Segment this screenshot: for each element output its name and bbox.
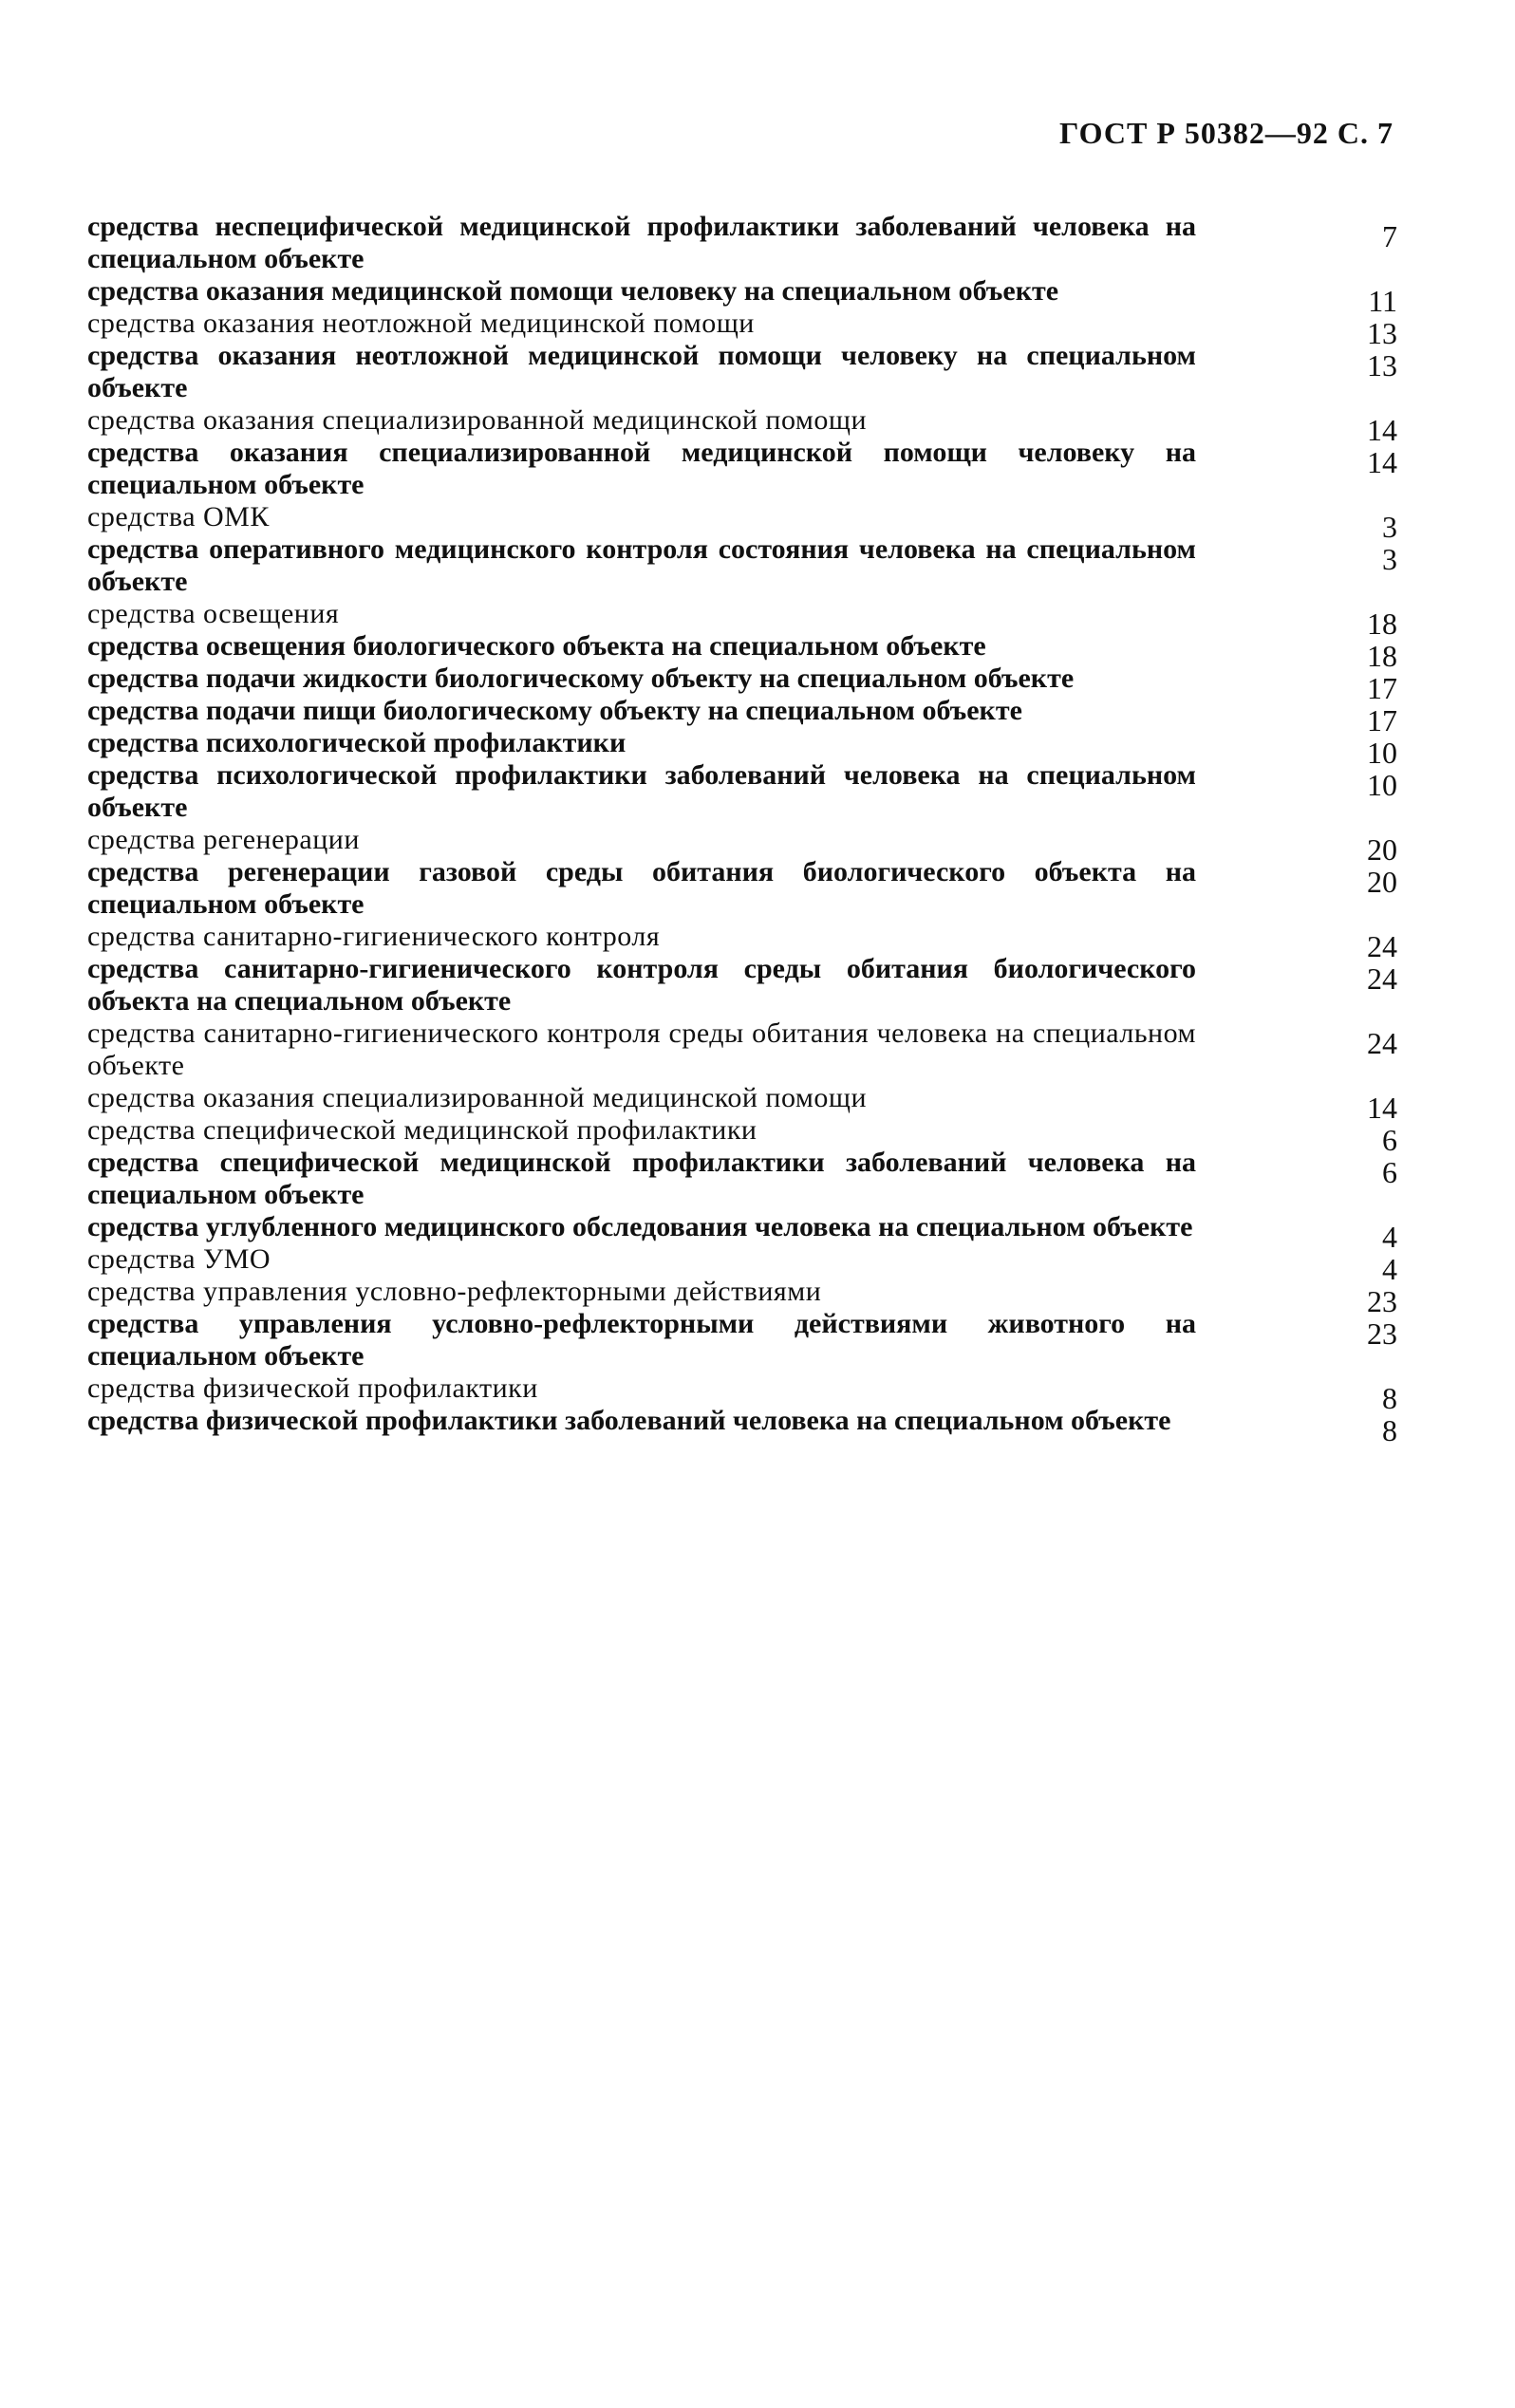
index-entry	[87, 1211, 1397, 1254]
index-term: средства санитарно-гигиенического контроля среды обитания человека на специальном объекте	[87, 1017, 1196, 1081]
index-entry	[87, 856, 1397, 921]
index-term: средства освещения биологического объекта на специальном объекте	[87, 630, 986, 662]
index-entry	[87, 1276, 1397, 1318]
index-page-number: 13	[1367, 316, 1397, 350]
index-page-number: 23	[1367, 1316, 1397, 1351]
index-entry	[87, 1243, 1397, 1286]
index-page-number: 14	[1367, 1091, 1397, 1125]
index-entry	[87, 437, 1397, 501]
index-entry	[87, 501, 1397, 544]
index-term: средства специфической медицинской профилактики заболеваний человека на специальном объекте	[87, 1147, 1196, 1210]
index-entry	[87, 533, 1397, 598]
index-entry	[87, 630, 1397, 673]
index-page-number: 11	[1368, 284, 1397, 318]
index-page-number: 4	[1382, 1252, 1397, 1286]
index-page-number: 10	[1367, 736, 1397, 770]
index-page-number: 24	[1367, 929, 1397, 963]
index-entry	[87, 211, 1397, 275]
index-entry	[87, 1114, 1397, 1157]
index-entry	[87, 1372, 1397, 1415]
index-term: средства оказания специализированной медицинской помощи человеку на специальном объекте	[87, 437, 1196, 500]
index-page-number: 20	[1367, 832, 1397, 867]
index-page-number: 14	[1367, 445, 1397, 479]
index-entry	[87, 663, 1397, 705]
index-entry	[87, 1308, 1397, 1372]
index-entry	[87, 1405, 1397, 1447]
index-term: средства управления условно-рефлекторными действиями животного на специальном объекте	[87, 1308, 1196, 1372]
index-entry	[87, 1147, 1397, 1211]
index-term: средства специфической медицинской профилактики	[87, 1114, 758, 1146]
index-page-number: 3	[1382, 510, 1397, 544]
index-term: средства УМО	[87, 1243, 271, 1275]
index-page-number: 24	[1367, 1026, 1397, 1060]
index-entry	[87, 404, 1397, 447]
index-page-number: 4	[1382, 1220, 1397, 1254]
index-term: средства психологической профилактики заболеваний человека на специальном объекте	[87, 759, 1196, 823]
index-page-number: 10	[1367, 768, 1397, 802]
index-entry	[87, 695, 1397, 737]
index-term: средства оказания неотложной медицинской помощи	[87, 308, 755, 339]
index-term: средства оказания специализированной медицинской помощи	[87, 404, 868, 436]
index-page-number: 23	[1367, 1284, 1397, 1318]
index-page-number: 17	[1367, 671, 1397, 705]
index-term: средства оказания медицинской помощи человеку на специальном объекте	[87, 275, 1059, 307]
index-term: средства ОМК	[87, 501, 270, 532]
index-entry	[87, 1017, 1397, 1082]
index-term: средства подачи жидкости биологическому объекту на специальном объекте	[87, 663, 1075, 694]
index-term: средства психологической профилактики	[87, 727, 627, 758]
index-page-number: 13	[1367, 348, 1397, 383]
index-term: средства регенерации	[87, 824, 360, 855]
index-entry	[87, 759, 1397, 824]
index-term: средства подачи пищи биологическому объекту на специальном объекте	[87, 695, 1022, 726]
page-header: ГОСТ Р 50382—92 С. 7	[1059, 116, 1393, 150]
index-page-number: 3	[1382, 542, 1397, 576]
index-term: средства санитарно-гигиенического контроля	[87, 921, 661, 952]
index-page-number: 14	[1367, 413, 1397, 447]
index-entry	[87, 824, 1397, 867]
index-page-number: 7	[1382, 219, 1397, 253]
index-entry	[87, 953, 1397, 1017]
subject-index-list	[87, 211, 1397, 1447]
index-page-number: 8	[1382, 1413, 1397, 1447]
index-page-number: 6	[1382, 1123, 1397, 1157]
index-term: средства управления условно-рефлекторными действиями	[87, 1276, 822, 1307]
index-page-number: 24	[1367, 961, 1397, 996]
index-page-number: 17	[1367, 703, 1397, 737]
index-term: средства углубленного медицинского обследования человека на специальном объекте	[87, 1211, 1193, 1242]
index-term: средства физической профилактики заболеваний человека на специальном объекте	[87, 1405, 1171, 1436]
index-page-number: 20	[1367, 865, 1397, 899]
index-term: средства регенерации газовой среды обитания биологического объекта на специальном объекте	[87, 856, 1196, 920]
index-page-number: 18	[1367, 639, 1397, 673]
index-entry	[87, 340, 1397, 404]
index-term: средства неспецифической медицинской профилактики заболеваний человека на специальном объекте	[87, 211, 1196, 274]
index-term: средства физической профилактики	[87, 1372, 538, 1404]
index-term: средства освещения	[87, 598, 340, 629]
index-entry	[87, 921, 1397, 963]
index-term: средства оказания специализированной медицинской помощи	[87, 1082, 868, 1113]
index-entry	[87, 275, 1397, 318]
index-page-number: 6	[1382, 1155, 1397, 1189]
index-entry	[87, 308, 1397, 350]
index-entry	[87, 727, 1397, 770]
index-entry	[87, 598, 1397, 641]
index-page-number: 8	[1382, 1381, 1397, 1415]
index-term: средства оперативного медицинского контроля состояния человека на специальном объекте	[87, 533, 1196, 597]
index-term: средства оказания неотложной медицинской помощи человеку на специальном объекте	[87, 340, 1196, 403]
index-entry	[87, 1082, 1397, 1125]
index-term: средства санитарно-гигиенического контроля среды обитания биологического объекта на специальном объекте	[87, 953, 1196, 1017]
index-page-number: 18	[1367, 607, 1397, 641]
